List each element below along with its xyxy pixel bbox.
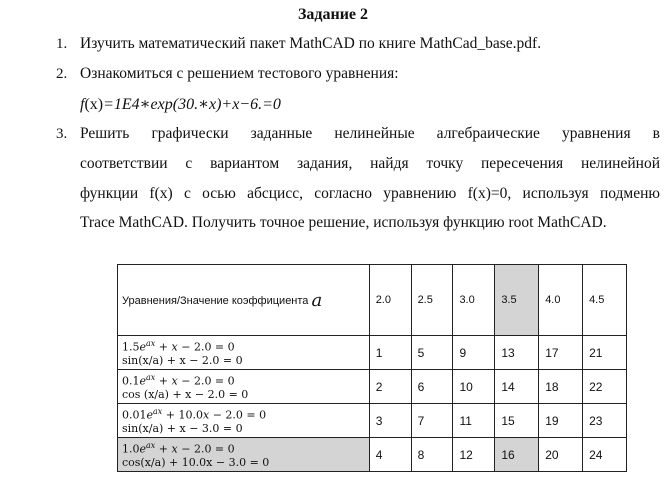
item-2-number: 2. bbox=[56, 66, 68, 82]
equation-line: $0.1e^{ax} + x - 2.0 = 0$ bbox=[122, 372, 235, 388]
item-1-number: 1. bbox=[56, 36, 68, 52]
equation-cell bbox=[118, 404, 370, 438]
value-cell: 15 bbox=[495, 404, 539, 438]
table-header-row bbox=[118, 265, 627, 336]
value-cell: 4 bbox=[369, 438, 411, 472]
item-2-text: Ознакомиться с решением тестового уравнения: bbox=[80, 65, 399, 82]
equation-line: $0.01e^{ax} + 10.0x - 2.0 = 0$ bbox=[122, 406, 267, 422]
equation-cell-highlighted bbox=[118, 438, 370, 472]
coef-header-cell: 4.5 bbox=[583, 265, 627, 336]
value-cell: 8 bbox=[411, 438, 453, 472]
coef-header-cell: 2.5 bbox=[411, 265, 453, 336]
value-cell: 1 bbox=[369, 336, 411, 370]
variants-table bbox=[117, 264, 627, 472]
header-label: Уравнения/Значение коэффициента a bbox=[122, 289, 323, 311]
coef-header-cell: 4.0 bbox=[539, 265, 583, 336]
value-cell: 22 bbox=[583, 370, 627, 404]
value-cell: 13 bbox=[495, 336, 539, 370]
item-3-number: 3. bbox=[56, 126, 68, 142]
value-cell: 9 bbox=[453, 336, 495, 370]
table-row bbox=[118, 336, 627, 370]
item-3-line-1: Решить графически заданные нелинейные алгебраические уравнения в bbox=[80, 125, 660, 142]
value-cell: 20 bbox=[539, 438, 583, 472]
equation-line: $1.0e^{ax} + x - 2.0 = 0$ bbox=[122, 440, 235, 456]
value-cell: 23 bbox=[583, 404, 627, 438]
coef-header-cell: 3.0 bbox=[453, 265, 495, 336]
value-cell: 12 bbox=[453, 438, 495, 472]
value-cell: 21 bbox=[583, 336, 627, 370]
equation-line: cos(x/a) + 10.0x − 3.0 = 0 bbox=[122, 456, 270, 470]
table-row bbox=[118, 438, 627, 472]
equation-line: $1.5e^{ax} + x - 2.0 = 0$ bbox=[122, 338, 235, 354]
item-3-line-4: Trace MathCAD. Получить точное решение, используя функцию root MathCAD. bbox=[80, 214, 607, 231]
value-cell: 10 bbox=[453, 370, 495, 404]
table-row bbox=[118, 370, 627, 404]
value-cell: 17 bbox=[539, 336, 583, 370]
coef-header-cell-highlighted: 3.5 bbox=[495, 265, 539, 336]
value-cell: 24 bbox=[583, 438, 627, 472]
equation-cell bbox=[118, 336, 370, 370]
item-3-line-2: соответствии с вариантом задания, найдя точку пересечения нелинейной bbox=[80, 155, 660, 172]
table-row bbox=[118, 404, 627, 438]
equation-line: sin(x/a) + x − 2.0 = 0 bbox=[122, 354, 243, 368]
value-cell: 18 bbox=[539, 370, 583, 404]
value-cell: 14 bbox=[495, 370, 539, 404]
equation-lhs: f bbox=[80, 96, 85, 113]
value-cell: 11 bbox=[453, 404, 495, 438]
equation-line: sin(x/a) + x − 3.0 = 0 bbox=[122, 422, 243, 436]
value-cell: 2 bbox=[369, 370, 411, 404]
test-equation bbox=[80, 94, 281, 114]
equation-rhs: =1E4∗exp(30.∗x)+x−6.=0 bbox=[103, 96, 281, 113]
item-3-line-3: функции f(x) с осью абсцисс, согласно уравнению f(x)=0, используя подменю bbox=[80, 185, 660, 202]
value-cell: 7 bbox=[411, 404, 453, 438]
value-cell-highlighted: 16 bbox=[495, 438, 539, 472]
coefficient-symbol: a bbox=[311, 289, 323, 311]
page-title: Задание 2 bbox=[297, 6, 369, 23]
header-label-cell bbox=[118, 265, 370, 336]
value-cell: 3 bbox=[369, 404, 411, 438]
value-cell: 19 bbox=[539, 404, 583, 438]
equation-line: cos (x/a) + x − 2.0 = 0 bbox=[122, 388, 249, 402]
equation-arg: (x) bbox=[84, 96, 104, 113]
value-cell: 6 bbox=[411, 370, 453, 404]
value-cell: 5 bbox=[411, 336, 453, 370]
coef-header-cell: 2.0 bbox=[369, 265, 411, 336]
item-1-text: Изучить математический пакет MathCAD по книге MathCad_base.pdf. bbox=[80, 35, 542, 52]
equation-cell bbox=[118, 370, 370, 404]
